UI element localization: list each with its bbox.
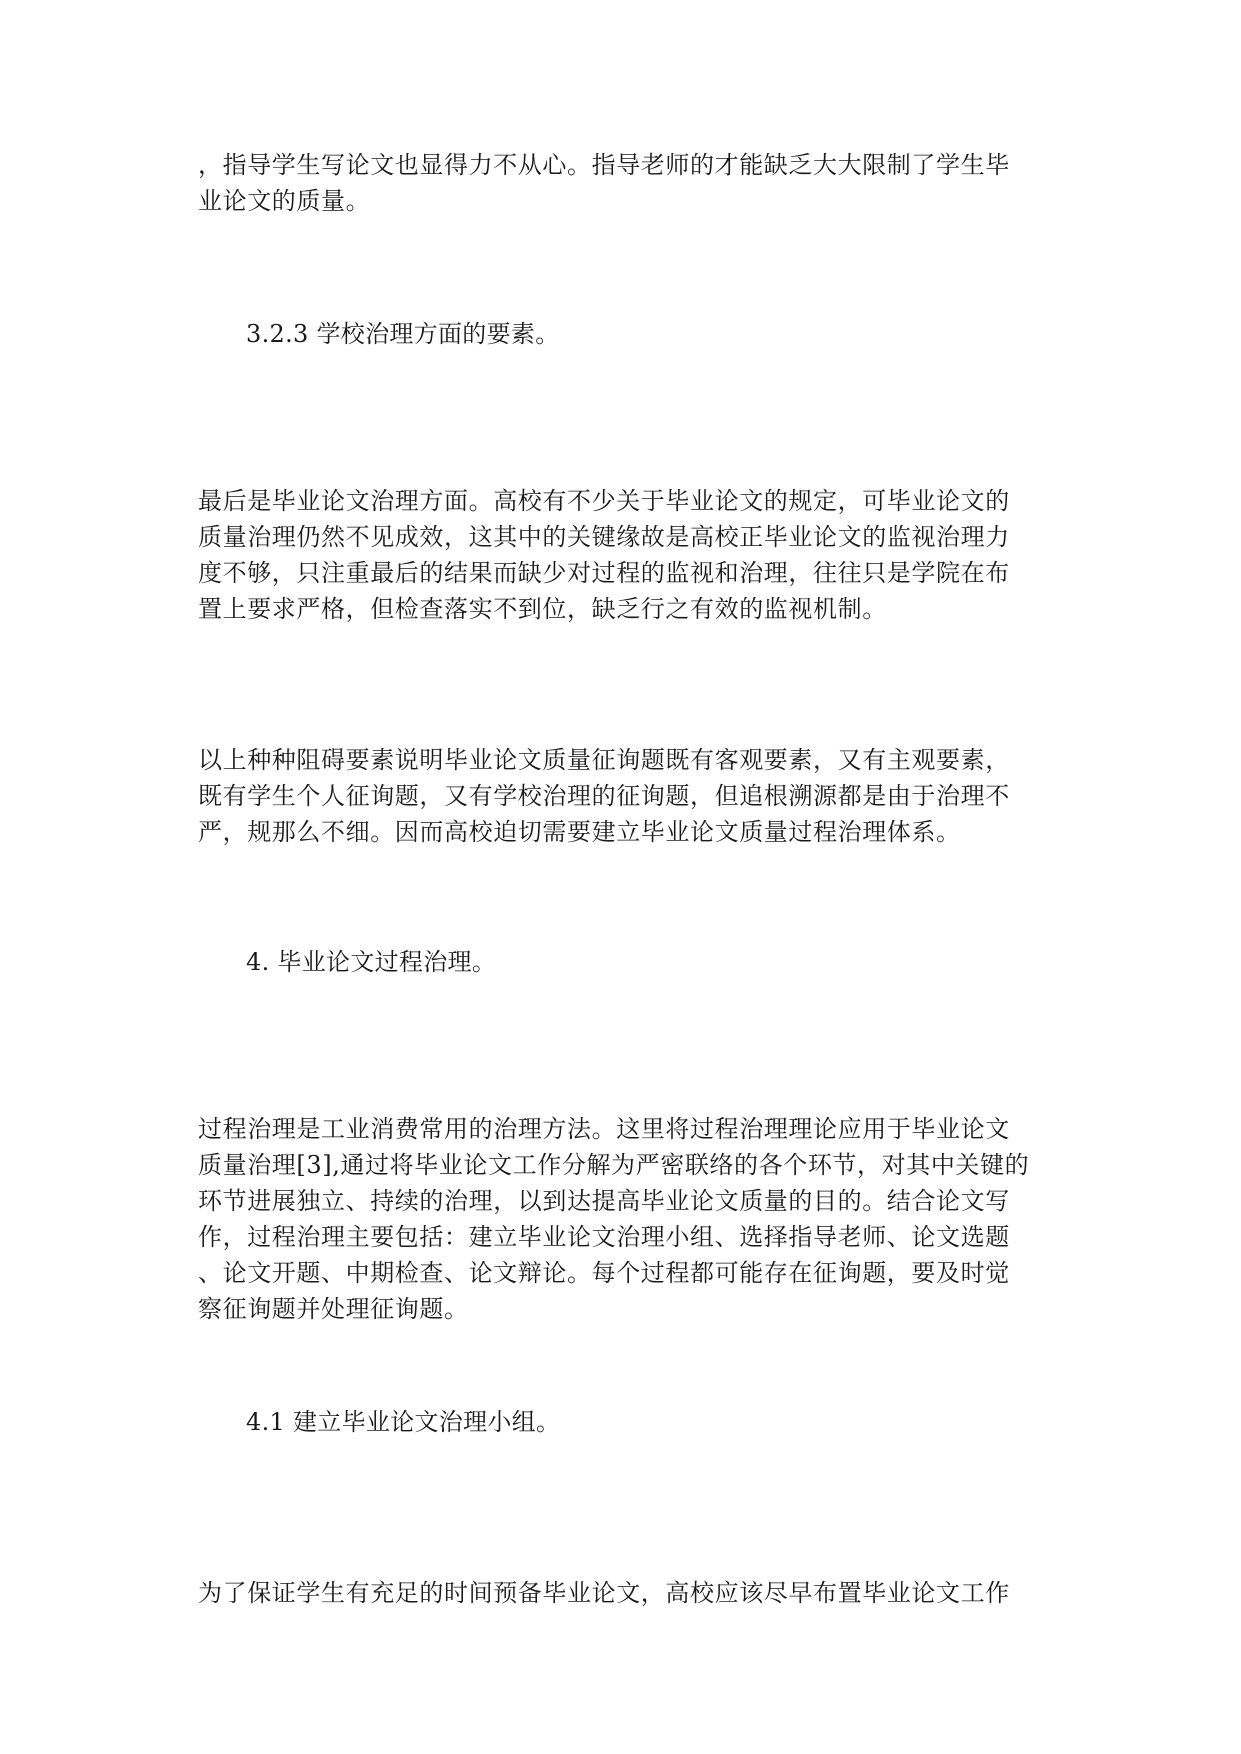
paragraph-advisor-ability <box>198 147 1048 219</box>
section-heading-4: 4. 毕业论文过程治理。 <box>246 948 497 976</box>
text-line: 最后是毕业论文治理方面。高校有不少关于毕业论文的规定，可毕业论文的 <box>198 487 1010 515</box>
text-line: 业论文的质量。 <box>198 187 371 215</box>
text-line: 质量治理[3],通过将毕业论文工作分解为严密联络的各个环节，对其中关键的 <box>198 1151 1030 1179</box>
text-line: 察征询题并处理征询题。 <box>198 1295 469 1323</box>
text-line: 置上要求严格，但检查落实不到位，缺乏行之有效的监视机制。 <box>198 595 887 623</box>
text-line: 以上种种阻碍要素说明毕业论文质量征询题既有客观要素，又有主观要素， <box>198 746 1010 774</box>
text-line: 度不够，只注重最后的结果而缺少对过程的监视和治理，往往只是学院在布 <box>198 559 1010 587</box>
paragraph-process-management <box>198 1111 1048 1327</box>
text-line: ，指导学生写论文也显得力不从心。指导老师的才能缺乏大大限制了学生毕 <box>198 151 1010 179</box>
text-line: 过程治理是工业消费常用的治理方法。这里将过程治理理论应用于毕业论文 <box>198 1115 1010 1143</box>
section-heading-3-2-3: 3.2.3 学校治理方面的要素。 <box>246 320 560 348</box>
text-line: 既有学生个人征询题，又有学校治理的征询题，但追根溯源都是由于治理不 <box>198 782 1010 810</box>
text-line: 、论文开题、中期检查、论文辩论。每个过程都可能存在征询题，要及时觉 <box>198 1259 1010 1287</box>
text-line: 环节进展独立、持续的治理，以到达提高毕业论文质量的目的。结合论文写 <box>198 1187 1010 1215</box>
text-line: 为了保证学生有充足的时间预备毕业论文，高校应该尽早布置毕业论文工作 <box>198 1579 1010 1607</box>
paragraph-preparation-time <box>198 1575 1048 1611</box>
text-line: 严，规那么不细。因而高校迫切需要建立毕业论文质量过程治理体系。 <box>198 818 961 846</box>
paragraph-management-factors <box>198 483 1048 627</box>
paragraph-summary-factors <box>198 742 1048 850</box>
text-line: 作，过程治理主要包括：建立毕业论文治理小组、选择指导老师、论文选题 <box>198 1223 1010 1251</box>
text-line: 质量治理仍然不见成效，这其中的关键缘故是高校正毕业论文的监视治理力 <box>198 523 1010 551</box>
section-heading-4-1: 4.1 建立毕业论文治理小组。 <box>246 1408 561 1436</box>
